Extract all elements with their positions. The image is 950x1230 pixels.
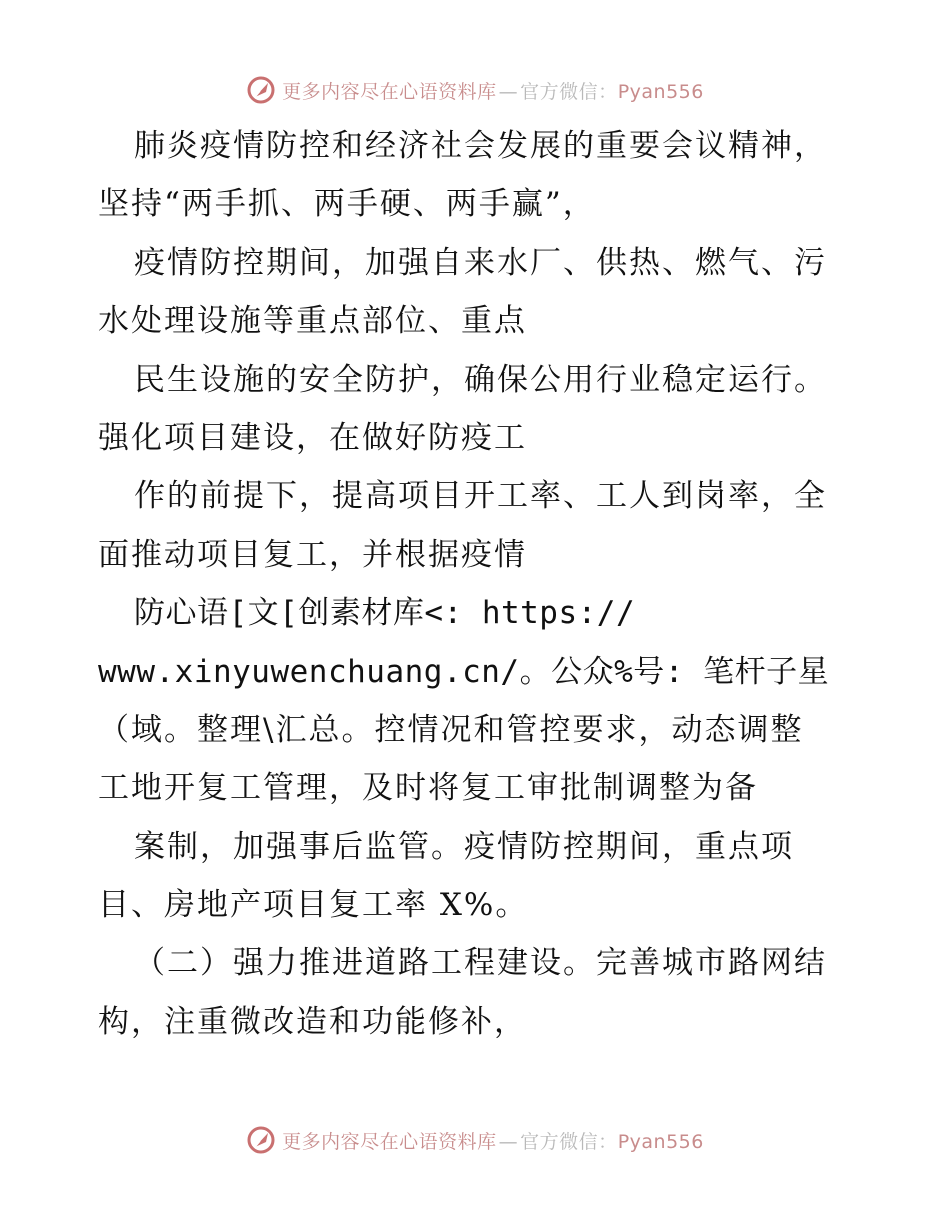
text-line: 案制，加强事后监管。疫情防控期间，重点项 — [134, 828, 794, 865]
text-line: 作的前提下，提高项目开工率、工人到岗率，全 — [134, 478, 827, 515]
quill-logo-icon — [246, 75, 276, 105]
text-line: 坚持“两手抓、两手硬、两手赢”， — [98, 186, 596, 223]
text-line: 构，注重微改造和功能修补， — [98, 1003, 527, 1040]
text-line: www.xinyuwenchuang.cn/。公众%号: 笔杆子星 — [98, 653, 830, 690]
text-line: 目、房地产项目复工率 X%。 — [98, 887, 529, 924]
document-body — [98, 117, 878, 1051]
watermark-text: 更多内容尽在心语资料库 — 官方微信：Pyan556 — [282, 80, 704, 103]
quill-logo-icon — [246, 1125, 276, 1155]
text-line: 疫情防控期间，加强自来水厂、供热、燃气、污 — [134, 244, 827, 281]
watermark-text: 更多内容尽在心语资料库 — 官方微信：Pyan556 — [282, 1130, 704, 1153]
text-line: （二）强力推进道路工程建设。完善城市路网结 — [134, 945, 827, 982]
text-line: 面推动项目复工，并根据疫情 — [98, 536, 527, 573]
footer-watermark — [0, 1120, 950, 1160]
text-line: 强化项目建设，在做好防疫工 — [98, 419, 527, 456]
text-line: 防心语[文[创素材库<: https:// — [134, 595, 636, 632]
text-line: 水处理设施等重点部位、重点 — [98, 303, 527, 340]
header-watermark — [0, 70, 950, 110]
text-line: （域。整理\汇总。控情况和管控要求，动态调整 — [98, 711, 804, 748]
text-line: 肺炎疫情防控和经济社会发展的重要会议精神， — [134, 128, 827, 164]
text-line: 民生设施的安全防护，确保公用行业稳定运行。 — [134, 361, 827, 398]
text-line: 工地开复工管理，及时将复工审批制调整为备 — [98, 770, 758, 807]
